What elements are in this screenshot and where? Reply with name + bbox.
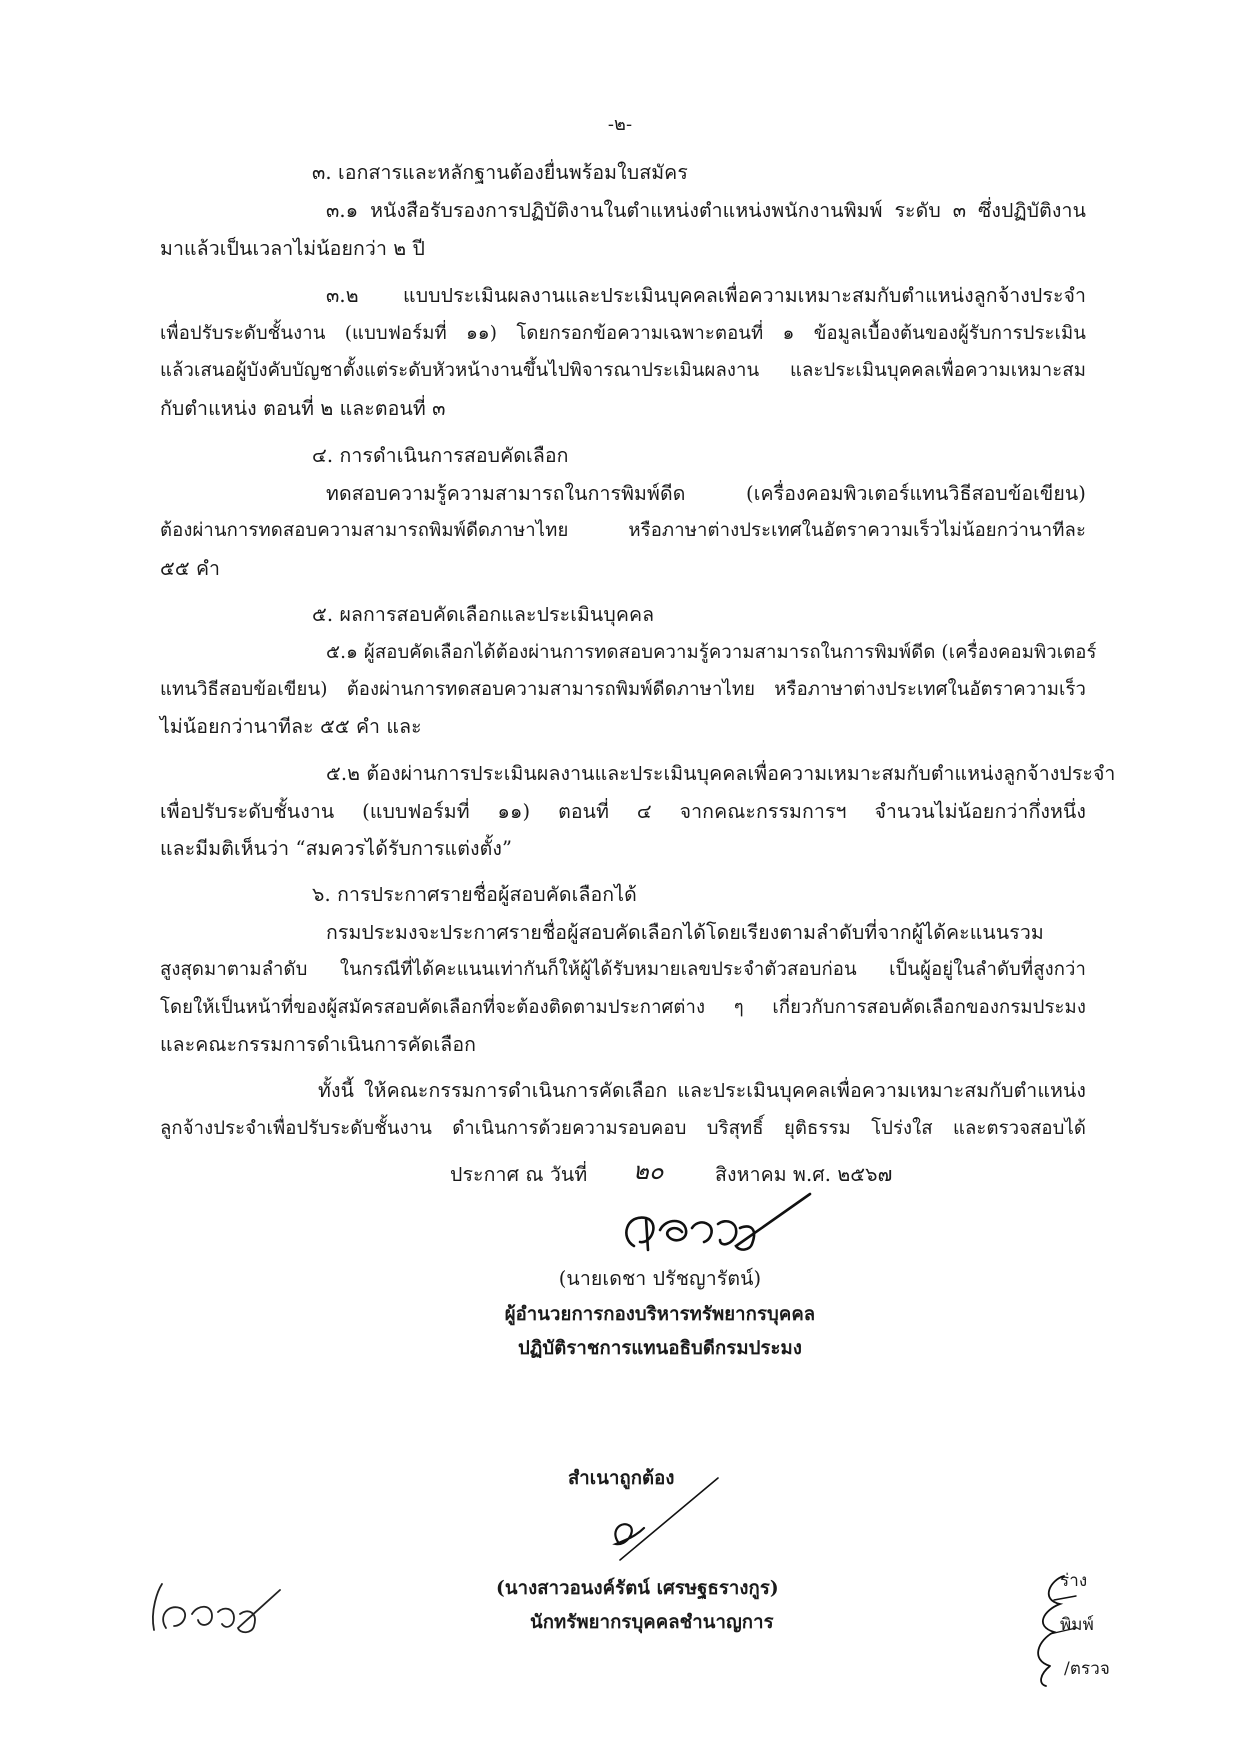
announce-day: ๒๐ [633,1157,664,1185]
signatory-title2: ปฏิบัติราชการแทนอธิบดีกรมประมง [518,1338,802,1359]
section4-heading: ๔. การดำเนินการสอบคัดเลือก [312,444,569,467]
section5-item2-line1: ๕.๒ ต้องผ่านการประเมินผลงานและประเมินบุคคลเพื่อความเหมาะสมกับตำแหน่งลูกจ้างประจำ [326,762,1116,785]
section5-item1-line2: แทนวิธีสอบข้อเขียน) ต้องผ่านการทดสอบความสามารถพิมพ์ดีดภาษาไทย หรือภาษาต่างประเทศในอัตราความเร็ว [160,679,1086,700]
certified-label: สำเนาถูกต้อง [568,1468,675,1489]
section3-item1-line2: มาแล้วเป็นเวลาไม่น้อยกว่า ๒ ปี [160,237,426,260]
page-number: -๒- [607,114,633,135]
section3-item2-line1: ๓.๒ แบบประเมินผลงานและประเมินบุคคลเพื่อความเหมาะสมกับตำแหน่งลูกจ้างประจำ [326,284,1086,307]
section3-item2-line2: เพื่อปรับระดับชั้นงาน (แบบฟอร์มที่ ๑๑) โดยกรอกข้อความเฉพาะตอนที่ ๑ ข้อมูลเบื้องต้นของผู้รับการประเมิน [160,323,1086,344]
initials-checked: /ตรวจ [1064,1659,1110,1679]
closing-line2: ลูกจ้างประจำเพื่อปรับระดับชั้นงาน ดำเนินการด้วยความรอบคอบ บริสุทธิ์ ยุติธรรม โปร่งใส และตรวจสอบได้ [160,1118,1086,1139]
section4-body-line1: ทดสอบความรู้ความสามารถในการพิมพ์ดีด (เครื่องคอมพิวเตอร์แทนวิธีสอบข้อเขียน) [326,482,1086,505]
margin-initials [140,1570,290,1650]
section5-item1-line3: ไม่น้อยกว่านาทีละ ๕๕ คำ และ [160,715,422,738]
section5-item1-line1: ๕.๑ ผู้สอบคัดเลือกได้ต้องผ่านการทดสอบความรู้ความสามารถในการพิมพ์ดีด (เครื่องคอมพิวเตอร์ [326,642,1097,663]
closing-line1: ทั้งนี้ ให้คณะกรรมการดำเนินการคัดเลือก และประเมินบุคคลเพื่อความเหมาะสมกับตำแหน่ง [318,1079,1086,1102]
signatory-name: (นายเดชา ปรัชญารัตน์) [558,1267,762,1290]
signatory-title1: ผู้อำนวยการกองบริหารทรัพยากรบุคคล [504,1304,816,1325]
section3-item2-line3: แล้วเสนอผู้บังคับบัญชาตั้งแต่ระดับหัวหน้างานขึ้นไปพิจารณาประเมินผลงาน และประเมินบุคคลเพื่อความเหมาะสม [160,360,1086,381]
section3-item2-line4: กับตำแหน่ง ตอนที่ ๒ และตอนที่ ๓ [160,397,446,420]
director-signature [600,1188,840,1268]
section5-item2-line3: และมีมติเห็นว่า “สมควรได้รับการแต่งตั้ง” [160,837,513,860]
announce-month-year: สิงหาคม พ.ศ. ๒๕๖๗ [715,1163,893,1186]
section3-item1-line1: ๓.๑ หนังสือรับรองการปฏิบัติงานในตำแหน่งตำแหน่งพนักงานพิมพ์ ระดับ ๓ ซึ่งปฏิบัติงาน [326,199,1086,222]
section4-body-line2: ต้องผ่านการทดสอบความสามารถพิมพ์ดีดภาษาไทย หรือภาษาต่างประเทศในอัตราความเร็วไม่น้อยกว่านาทีละ [160,520,1086,541]
certified-signature [600,1470,740,1570]
section5-heading: ๕. ผลการสอบคัดเลือกและประเมินบุคคล [312,603,655,626]
section6-body-line3: โดยให้เป็นหน้าที่ของผู้สมัครสอบคัดเลือกที่จะต้องติดตามประกาศต่าง ๆ เกี่ยวกับการสอบคัดเลือกของกรมประมง [160,997,1086,1018]
section3-heading: ๓. เอกสารและหลักฐานต้องยื่นพร้อมใบสมัคร [312,161,688,184]
certified-title: นักทรัพยากรบุคคลชำนาญการ [530,1612,774,1633]
initials-typed: พิมพ์ [1060,1615,1094,1635]
section5-item2-line2: เพื่อปรับระดับชั้นงาน (แบบฟอร์มที่ ๑๑) ตอนที่ ๔ จากคณะกรรมการฯ จำนวนไม่น้อยกว่ากึ่งหนึ่ง [160,800,1086,823]
certified-name: (นางสาวอนงค์รัตน์ เศรษฐธรางกูร) [496,1578,779,1599]
section6-body-line2: สูงสุดมาตามลำดับ ในกรณีที่ได้คะแนนเท่ากันก็ให้ผู้ได้รับหมายเลขประจำตัวสอบก่อน เป็นผู้อยู่ในลำดับที่สูงกว่า [160,959,1086,980]
announce-label: ประกาศ ณ วันที่ [450,1163,588,1186]
section4-body-line3: ๕๕ คำ [160,557,221,580]
section6-body-line1: กรมประมงจะประกาศรายชื่อผู้สอบคัดเลือกได้โดยเรียงตามลำดับที่จากผู้ได้คะแนนรวม [326,921,1044,944]
section6-body-line4: และคณะกรรมการดำเนินการคัดเลือก [160,1033,477,1056]
initials-draft: ร่าง [1060,1571,1088,1591]
section6-heading: ๖. การประกาศรายชื่อผู้สอบคัดเลือกได้ [312,883,637,906]
